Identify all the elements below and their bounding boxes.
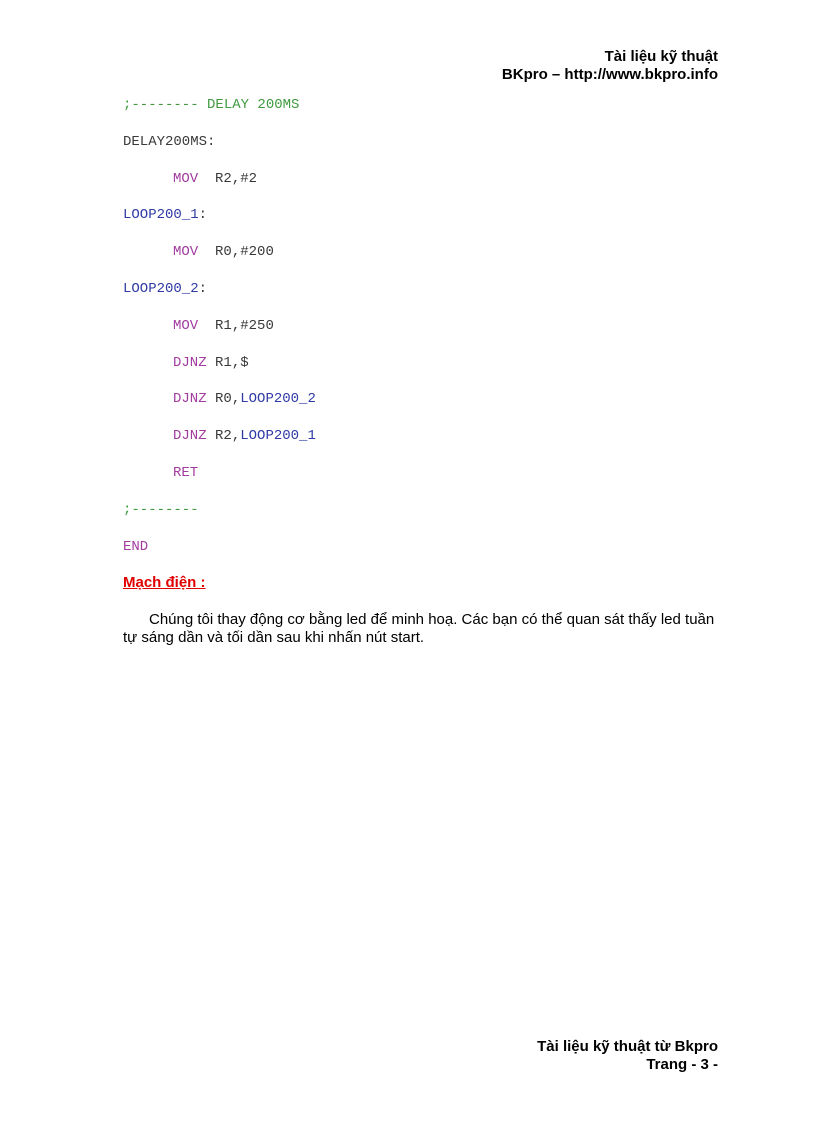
code-line-delay-label [123,131,316,168]
code-jump-target: LOOP200_1 [240,428,316,445]
code-args: R2,#2 [215,170,258,187]
code-args: R1,$ [215,354,249,371]
code-args: R0,#200 [215,244,274,261]
code-args: R0, [215,391,241,408]
code-keyword: DJNZ [173,391,207,408]
code-line-djnz-r0 [123,388,316,425]
code-colon: : [198,280,208,297]
code-keyword: MOV [173,170,199,187]
footer-title: Tài liệu kỹ thuật từ Bkpro [537,1038,718,1055]
code-keyword: END [123,538,149,555]
code-colon: : [198,207,208,224]
code-label: LOOP200_1 [123,207,199,224]
code-line-end [123,536,316,573]
code-line-loop1-label [123,204,316,241]
code-line-mov-r0 [123,241,316,278]
code-label: LOOP200_2 [123,280,199,297]
code-colon: : [207,133,216,150]
code-line-loop2-label [123,278,316,315]
code-args: R2, [215,428,241,445]
code-jump-target: LOOP200_2 [240,391,316,408]
page-footer [537,1038,718,1074]
code-label: DELAY200MS [123,133,208,150]
body-paragraph: Chúng tôi thay động cơ bằng led để minh hoạ. Các bạn có thể quan sát thấy led tuần tự sáng dần và tối dần sau khi nhấn nút start. [123,611,715,646]
code-line-djnz-r2 [123,425,316,462]
code-keyword: RET [173,464,199,481]
code-line-ret [123,462,316,499]
code-keyword: MOV [173,244,199,261]
header-site: BKpro – http://www.bkpro.info [501,66,718,83]
code-keyword: DJNZ [173,428,207,445]
code-keyword: MOV [173,317,199,334]
code-line-djnz-r1 [123,352,316,389]
header-title: Tài liệu kỹ thuật [604,48,718,65]
code-line-mov-r1 [123,315,316,352]
code-comment: ;-------- DELAY 200MS [123,97,300,113]
section-heading: Mạch điện : [123,574,206,591]
page-header [502,48,718,84]
code-line-comment-delay [123,94,316,131]
code-line-mov-r2 [123,168,316,205]
code-keyword: DJNZ [173,354,207,371]
code-args: R1,#250 [215,317,274,334]
page-number: Trang - 3 - [646,1056,718,1073]
code-listing [123,94,316,572]
code-line-comment-end [123,499,316,536]
code-comment: ;-------- [123,501,199,518]
